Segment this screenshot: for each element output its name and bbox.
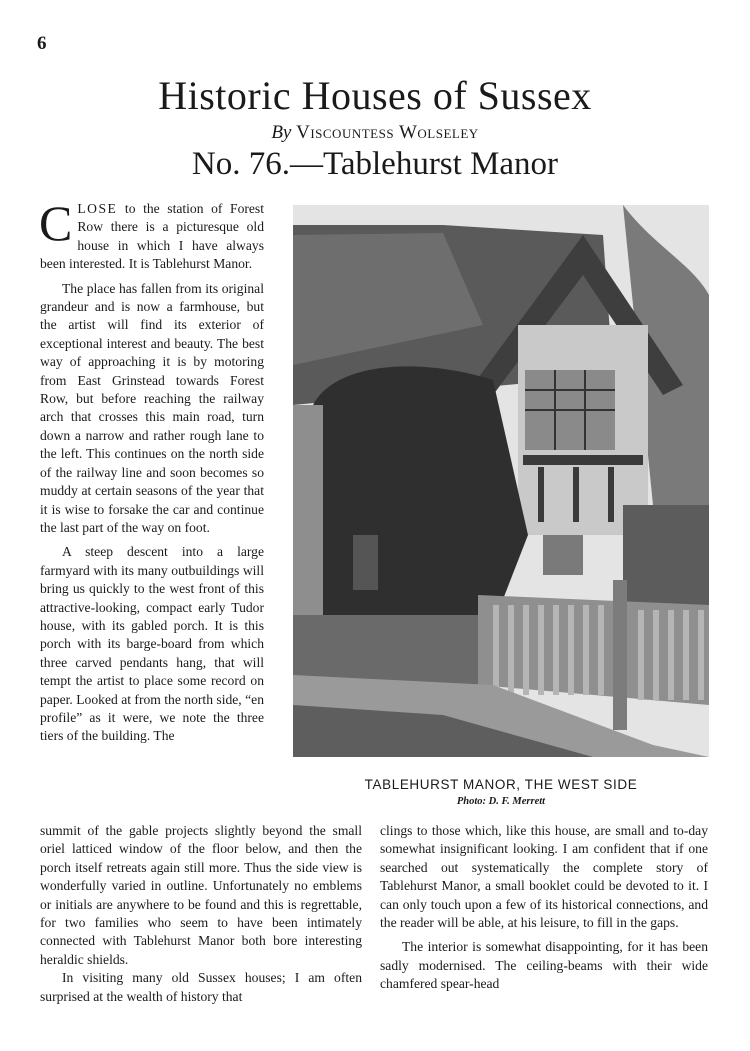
- paragraph-1-text: to the station of Forest Row there is a picturesque old house in which I have always been interested. It is Tablehurst Manor.: [40, 201, 264, 272]
- paragraph-5: The interior is somewhat disappointing, for it has been sadly modernised. The ceiling-beams with their wide chamfered spear-head: [380, 939, 708, 992]
- page-number: 6: [37, 33, 47, 54]
- paragraph-4: In visiting many old Sussex houses; I am often surprised at the wealth of history that: [40, 970, 362, 1004]
- paragraph-4-continued: clings to those which, like this house, are small and to-day somewhat insignificant looking. I am confident that if one searched out systematically the complete story of Tablehurst Manor, a small booklet could be devoted to it. I can only touch upon a few of its historical connections, and the reader will be able, at his leisure, to fill in the gaps.: [380, 823, 708, 931]
- column-right: [380, 822, 708, 994]
- photo-caption: TABLEHURST MANOR, THE WEST SIDE: [364, 777, 638, 792]
- manor-photograph: [293, 205, 709, 757]
- byline-author: Viscountess Wolseley: [296, 122, 479, 143]
- column-left-bottom: [40, 822, 362, 1006]
- drop-cap: C: [39, 195, 73, 251]
- column-left-top: [39, 195, 264, 746]
- paragraph-3-bottom: summit of the gable projects slightly beyond the small oriel latticed window of the floor below, and then the porch itself retreats again still more. Thus the side view is wonderfully varied in outline. Unfortunately no emblems or initials are anywhere to be found and this is regrettable, for two families who seem to have been intimately connected with Tablehurst Manor both bore interesting heraldic shields.: [40, 823, 362, 967]
- article-subtitle: No. 76.—Tablehurst Manor: [191, 146, 559, 182]
- photo-credit: Photo: D. F. Merrett: [456, 796, 546, 807]
- article-title: Historic Houses of Sussex: [158, 73, 592, 118]
- paragraph-1: [39, 195, 264, 274]
- byline-prefix: By: [271, 122, 292, 143]
- paragraph-3-top: A steep descent into a large farmyard with its many outbuildings will bring us quickly to the west front of this attractive-looking, compact early Tudor house, with its gabled porch. It is this porch with its barge-board from which three carved pendants hang, that will tempt the artist to place some record on paper. Looked at from the north side, “en profile” as it were, we note the three tiers of the building. The: [40, 544, 264, 744]
- lead-caps: LOSE: [77, 201, 118, 216]
- paragraph-2: The place has fallen from its original grandeur and is now a farmhouse, but the artist will find its exterior of exceptional interest and beauty. The best way of approaching it is by motoring from East Grinstead towards Forest Row, but before reaching the railway arch that crosses this main road, turn down a narrow and rather rough lane to the left. This continues on the north side of the railway line and soon becomes so muddy at certain seasons of the year that it is wise to forsake the car and continue the last part of the way on foot.: [40, 280, 264, 535]
- byline: [0, 122, 750, 144]
